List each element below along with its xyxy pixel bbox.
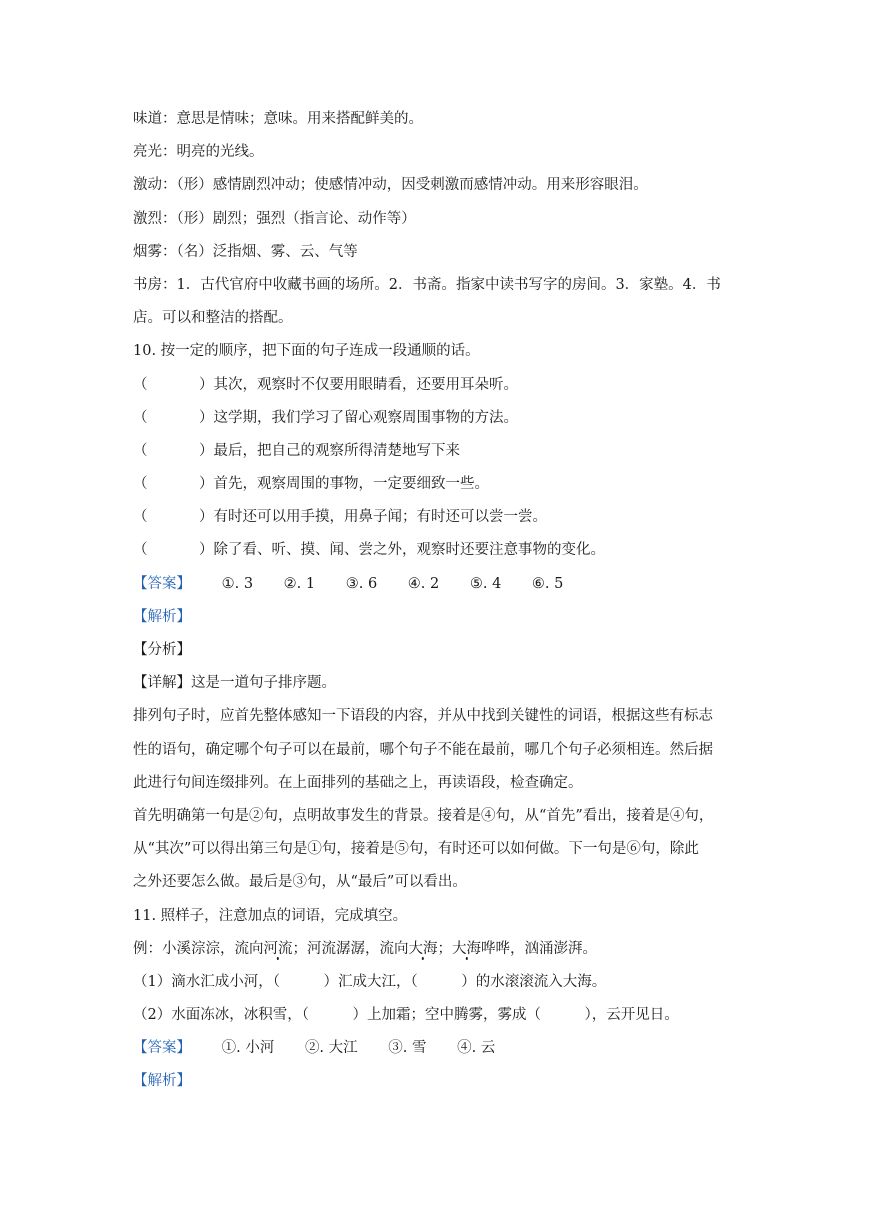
explanation-line: 之外还要怎么做。最后是③句，从“最后”可以看出。 xyxy=(133,874,467,891)
definition-line: 激烈：（形）剧烈；强烈（指言论、动作等） xyxy=(133,210,416,227)
sentence-item: （ ）最后，把自己的观察所得清楚地写下来 xyxy=(133,442,460,459)
definition-line: 书房：1．古代官府中收藏书画的场所。2．书斋。指家中读书写字的房间。3．家塾。4．书 xyxy=(133,276,721,293)
answer-value: ④. 2 xyxy=(407,575,440,592)
example-line: 例：小溪淙淙，流向河流；河流潺潺，流向大海；大海哗哗，汹涌澎湃。 xyxy=(133,940,597,957)
sentence-item: （ ）这学期，我们学习了留心观察周围事物的方法。 xyxy=(133,409,518,426)
sentence-item: （ ）有时还可以用手摸，用鼻子闻；有时还可以尝一尝。 xyxy=(133,509,547,526)
xiangjie-text: 这是一道句子排序题。 xyxy=(191,675,336,692)
answer-value: ②. 1 xyxy=(283,575,316,592)
explanation-line: 性的语句，确定哪个句子可以在最前，哪个句子不能在最前，哪几个句子必须相连。然后据 xyxy=(133,741,713,758)
fill-blank-1: （1）滴水汇成小河，（ ）汇成大江，（ ）的水滚滚流入大海。 xyxy=(133,973,607,990)
xiangjie-label: 【详解】 xyxy=(133,675,191,692)
xiangjie-row xyxy=(133,672,753,694)
sentence-item: （ ）首先，观察周围的事物，一定要细致一些。 xyxy=(133,476,489,493)
answer-value: ④. 云 xyxy=(457,1040,496,1057)
definition-line: 激动：（形）感情剧烈冲动；使感情冲动，因受刺激而感情冲动。用来形容眼泪。 xyxy=(133,177,648,194)
answer-label: 【答案】 xyxy=(133,575,191,592)
dotted-word: 河流 xyxy=(263,940,293,957)
jiexi-label: 【解析】 xyxy=(133,608,191,625)
explanation-line: 此进行句间连缀排列。在上面排列的基础之上，再读语段，检查确定。 xyxy=(133,774,583,791)
question-10-title: 10. 按一定的顺序，把下面的句子连成一段通顺的话。 xyxy=(133,343,480,360)
answer-label: 【答案】 xyxy=(133,1040,191,1057)
definition-line: 店。可以和整洁的搭配。 xyxy=(133,310,293,327)
answer-value: ⑤. 4 xyxy=(469,575,502,592)
answer-value: ⑥. 5 xyxy=(531,575,564,592)
document-page xyxy=(133,108,753,1104)
answer-value: ③. 6 xyxy=(345,575,378,592)
answer-row xyxy=(133,573,753,595)
jiexi-label: 【解析】 xyxy=(133,1073,191,1090)
sentence-item: （ ）其次，观察时不仅要用眼睛看，还要用耳朵听。 xyxy=(133,376,518,393)
dotted-word: 大海 xyxy=(452,940,481,957)
answer-value: ①. 3 xyxy=(221,575,254,592)
dotted-word: 大海 xyxy=(408,940,438,957)
answer-value: ②. 大江 xyxy=(304,1040,358,1057)
definition-line: 烟雾：（名）泛指烟、雾、云、气等 xyxy=(133,243,358,260)
fill-blank-2: （2）水面冻冰，冰积雪，（ ）上加霜；空中腾雾，雾成（ ），云开见日。 xyxy=(133,1007,679,1024)
fenxi-label: 【分析】 xyxy=(133,642,191,658)
answer-value: ③. 雪 xyxy=(388,1040,427,1057)
question-11-title: 11. 照样子，注意加点的词语，完成填空。 xyxy=(133,907,408,924)
answer-row xyxy=(133,1037,753,1059)
explanation-line: 从“其次”可以得出第三句是①句，接着是⑤句，有时还可以如何做。下一句是⑥句，除此 xyxy=(133,841,699,858)
explanation-line: 排列句子时，应首先整体感知一下语段的内容，并从中找到关键性的词语，根据这些有标志 xyxy=(133,708,713,725)
answer-value: ①. 小河 xyxy=(221,1040,275,1057)
sentence-item: （ ）除了看、听、摸、闻、尝之外，观察时还要注意事物的变化。 xyxy=(133,542,605,559)
explanation-line: 首先明确第一句是②句，点明故事发生的背景。接着是④句，从“首先”看出，接着是④句， xyxy=(133,807,714,824)
definition-line: 味道：意思是情味；意味。用来搭配鲜美的。 xyxy=(133,111,423,127)
definition-line: 亮光：明亮的光线。 xyxy=(133,144,264,161)
